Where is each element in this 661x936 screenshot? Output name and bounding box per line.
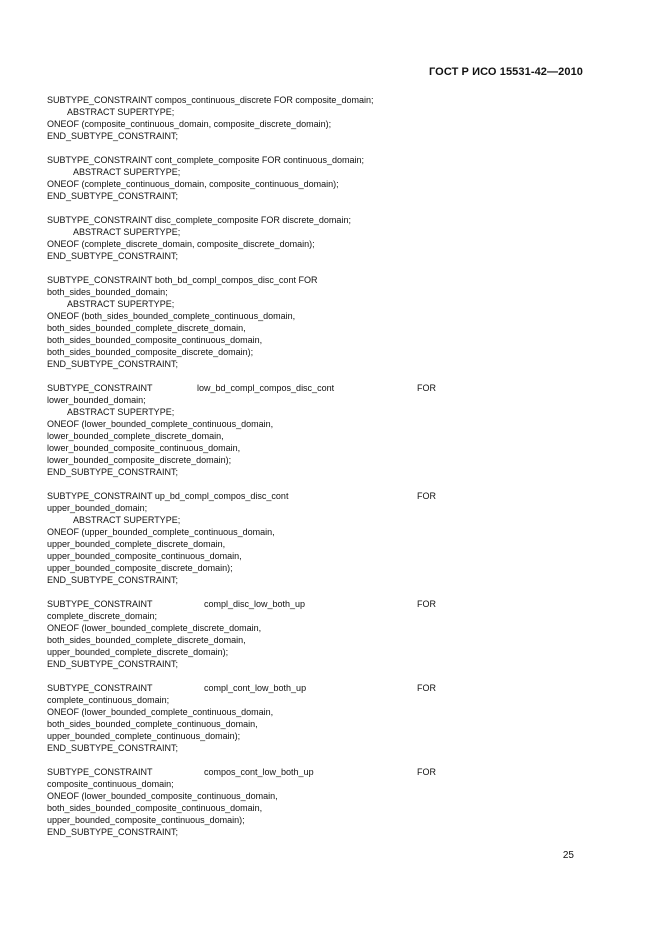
code-line: complete_continuous_domain; [47, 695, 170, 705]
code-line [47, 766, 447, 778]
code-line: composite_continuous_domain; [47, 779, 174, 789]
code-line: ONEOF (composite_continuous_domain, composite_discrete_domain); [47, 119, 332, 129]
code-line: SUBTYPE_CONSTRAINT compos_continuous_discrete FOR composite_domain; [47, 95, 374, 105]
code-line: END_SUBTYPE_CONSTRAINT; [47, 359, 179, 369]
code-line: both_sides_bounded_composite_discrete_domain); [47, 347, 254, 357]
code-line: END_SUBTYPE_CONSTRAINT; [47, 659, 179, 669]
code-keyword: SUBTYPE_CONSTRAINT [47, 383, 153, 393]
code-keyword: FOR [417, 491, 436, 501]
code-line: END_SUBTYPE_CONSTRAINT; [47, 131, 179, 141]
code-identifier: compl_cont_low_both_up [204, 683, 307, 693]
code-line [47, 490, 447, 502]
code-line: ONEOF (both_sides_bounded_complete_continuous_domain, [47, 311, 296, 321]
code-line: both_sides_bounded_composite_continuous_domain, [47, 335, 263, 345]
code-line: END_SUBTYPE_CONSTRAINT; [47, 743, 179, 753]
code-line: upper_bounded_composite_discrete_domain); [47, 563, 233, 573]
code-line: END_SUBTYPE_CONSTRAINT; [47, 251, 179, 261]
express-code [47, 94, 447, 838]
code-line: ONEOF (lower_bounded_complete_continuous_domain, [47, 419, 274, 429]
code-line: END_SUBTYPE_CONSTRAINT; [47, 191, 179, 201]
code-keyword: SUBTYPE_CONSTRAINT [47, 599, 153, 609]
code-line: SUBTYPE_CONSTRAINT disc_complete_composite FOR discrete_domain; [47, 215, 351, 225]
document-header: ГОСТ Р ИСО 15531-42—2010 [428, 66, 583, 78]
code-line: END_SUBTYPE_CONSTRAINT; [47, 467, 179, 477]
code-line: upper_bounded_complete_continuous_domain); [47, 731, 241, 741]
code-line [47, 382, 447, 394]
code-line: both_sides_bounded_composite_continuous_domain, [47, 803, 263, 813]
code-line: upper_bounded_complete_discrete_domain); [47, 647, 229, 657]
code-line: ABSTRACT SUPERTYPE; [73, 227, 181, 237]
code-line: ABSTRACT SUPERTYPE; [73, 167, 181, 177]
code-line: END_SUBTYPE_CONSTRAINT; [47, 575, 179, 585]
code-line: ONEOF (lower_bounded_complete_continuous_domain, [47, 707, 274, 717]
code-keyword: SUBTYPE_CONSTRAINT up_bd_compl_compos_disc_cont [47, 491, 289, 501]
code-line: lower_bounded_composite_continuous_domain, [47, 443, 241, 453]
code-keyword: FOR [417, 683, 436, 693]
code-keyword: SUBTYPE_CONSTRAINT [47, 767, 153, 777]
code-line: ABSTRACT SUPERTYPE; [73, 515, 181, 525]
code-line: lower_bounded_domain; [47, 395, 146, 405]
code-line: upper_bounded_domain; [47, 503, 148, 513]
code-line: ONEOF (upper_bounded_complete_continuous_domain, [47, 527, 275, 537]
code-line: ONEOF (complete_continuous_domain, composite_continuous_domain); [47, 179, 339, 189]
code-line: complete_discrete_domain; [47, 611, 158, 621]
code-line: SUBTYPE_CONSTRAINT both_bd_compl_compos_disc_cont FOR [47, 275, 318, 285]
code-line: both_sides_bounded_complete_discrete_domain, [47, 635, 246, 645]
code-identifier: low_bd_compl_compos_disc_cont [197, 383, 335, 393]
code-line: ABSTRACT SUPERTYPE; [67, 107, 175, 117]
page-number: 25 [562, 850, 574, 861]
code-identifier: compl_disc_low_both_up [204, 599, 306, 609]
code-line: ONEOF (lower_bounded_composite_continuous_domain, [47, 791, 278, 801]
code-line: upper_bounded_complete_discrete_domain, [47, 539, 226, 549]
code-line: ABSTRACT SUPERTYPE; [67, 299, 175, 309]
code-keyword: SUBTYPE_CONSTRAINT [47, 683, 153, 693]
code-line: END_SUBTYPE_CONSTRAINT; [47, 827, 179, 837]
code-line: lower_bounded_complete_discrete_domain, [47, 431, 224, 441]
code-line: SUBTYPE_CONSTRAINT cont_complete_composite FOR continuous_domain; [47, 155, 364, 165]
code-keyword: FOR [417, 767, 436, 777]
code-line [47, 682, 447, 694]
code-line: both_sides_bounded_complete_continuous_domain, [47, 719, 258, 729]
code-line: ABSTRACT SUPERTYPE; [67, 407, 175, 417]
code-line: ONEOF (lower_bounded_complete_discrete_domain, [47, 623, 262, 633]
code-keyword: FOR [417, 383, 436, 393]
code-line: lower_bounded_composite_discrete_domain); [47, 455, 232, 465]
code-line: upper_bounded_composite_continuous_domain); [47, 815, 245, 825]
code-line [47, 598, 447, 610]
code-line: both_sides_bounded_complete_discrete_domain, [47, 323, 246, 333]
code-line: both_sides_bounded_domain; [47, 287, 168, 297]
code-keyword: FOR [417, 599, 436, 609]
code-identifier: compos_cont_low_both_up [204, 767, 314, 777]
code-line: ONEOF (complete_discrete_domain, composite_discrete_domain); [47, 239, 315, 249]
code-line: upper_bounded_composite_continuous_domain, [47, 551, 242, 561]
